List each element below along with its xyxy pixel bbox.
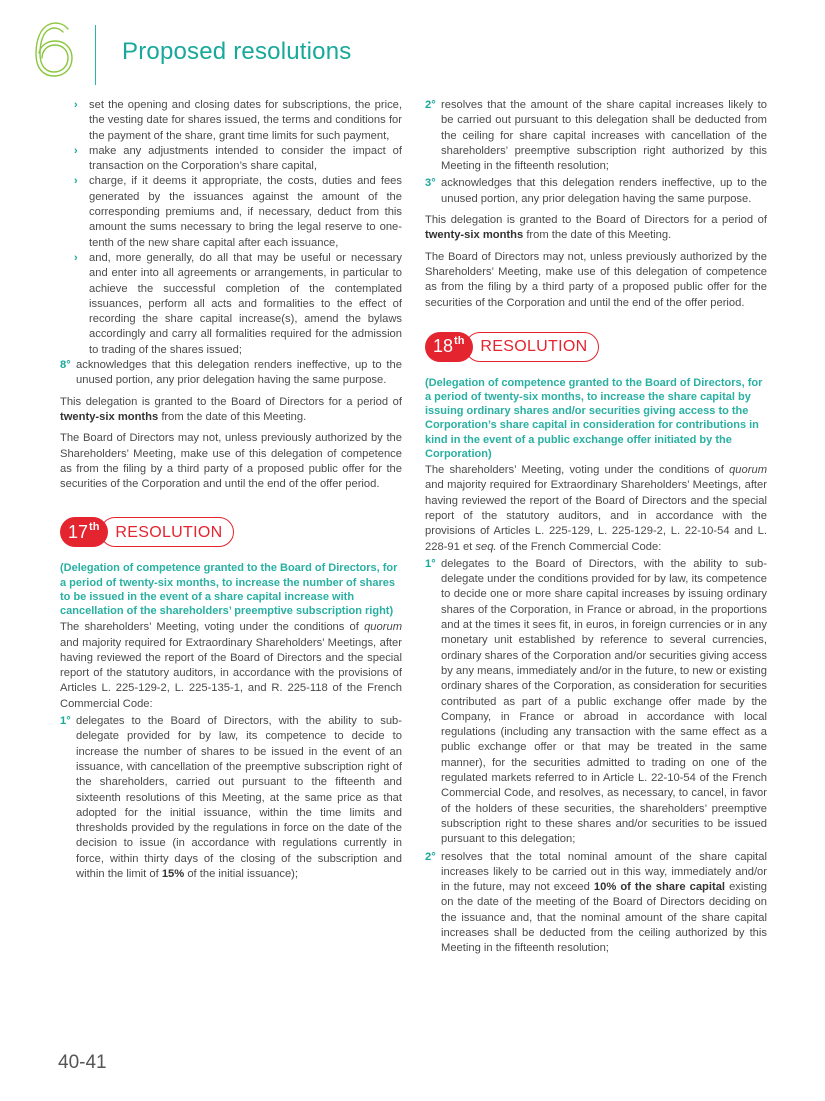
item-text: acknowledges that this delegation renders ineffective, up to the unused portion, any prior delegation having the same purpose. [76, 359, 402, 387]
intro-text: and majority required for Extraordinary Shareholders’ Meetings, after having reviewed the report of the Board of Directors and the special report of the statutory auditors, in accordance with the provisions of Articles L. 225-129-2, L. 225-135-1, and R. 225-118 of the French Commercial Code: [60, 636, 402, 710]
resolution-subtitle: (Delegation of competence granted to the Board of Directors, for a period of twenty-six months, to increase the share capital by issuing ordinary shares and/or securities giving access to the Corporation’s share capital in consideration for contributions in kind in the event of a public exchange offer initiated by the Corporation) [425, 376, 763, 460]
item-bold: 10% of the share capital [593, 881, 726, 894]
numbered-item [60, 714, 402, 882]
board-paragraph: The Board of Directors may not, unless previously authorized by the Shareholders’ Meeting, make use of this delegation of competence as from the filing by a third party of a proposed public offer for the securities of the Corporation and until the end of the offer period. [60, 432, 402, 491]
delegation-duration: twenty-six months [60, 410, 159, 423]
intro-text: The shareholders’ Meeting, voting under the conditions of [60, 621, 359, 634]
delegation-text: from the date of this Meeting. [526, 229, 672, 242]
resolution-suffix: th [454, 335, 465, 348]
item-marker: 1° [425, 557, 436, 570]
right-column [425, 98, 767, 959]
item-text: of the initial issuance); [187, 867, 299, 880]
numbered-item [60, 358, 402, 389]
item-text: existing on the date of the meeting of the Board of Directors deciding on the issuance and, that the nominal amount of the share capital increases shall be deducted from the ceiling authorized by this Meeting in the fifteenth resolution; [441, 881, 768, 955]
numbered-item [425, 557, 767, 848]
item-text: acknowledges that this delegation renders ineffective, up to the unused portion, any prior delegation having the same purpose. [441, 177, 767, 205]
item-marker: 3° [425, 177, 436, 190]
resolution-18-header [425, 329, 767, 365]
resolution-number-badge [425, 332, 473, 362]
numbered-item [425, 98, 767, 174]
item-text: resolves that the amount of the share capital increases likely to be carried out pursuant to this delegation shall be deducted from the ceiling for share capital increases with cancellation of the shareholders’ preemptive subscription right authorized by this Meeting in the fifteenth resolution; [441, 99, 767, 173]
bullet-text: and, more generally, do all that may be useful or necessary and enter into all agreements or arrangements, in particular to achieve the successful completion of the contemplated issuances, perform all acts and formalities to the effect of recording the share capital increase(s), amend the bylaws accordingly and carry all formalities required for the admission to trading of the shares issued; [89, 251, 402, 356]
chapter-number-outline [30, 20, 78, 80]
item-text: delegates to the Board of Directors, with the ability to sub-delegate under the conditions provided for by law, its competence to decide one or more share capital increases by issuing ordinary shares of the Corporation, in France or abroad, in the proportions and at the times it sees fit, in euros, in foreign currencies or in any monetary unit established by reference to several currencies, ordinary shares of the Corporation and/or securities giving access by any means, immediately and/or in the future, to new or existing ordinary shares of the Corporation, as consideration for securities contributed as part of a public exchange offer made by the Company, in France or abroad in accordance with local regulations (including any transaction with the same effect as a public exchange offer or that may be treated in the same manner), for the securities admitted to trading on one of the regulated markets referred to in Article L. 22-10-54 of the French Commercial Code, and resolves, as necessary, to cancel, in favor of the holders of these securities, the shareholders’ preemptive subscription right to these shares and/or securities to be issued pursuant to this delegation; [441, 557, 767, 846]
resolution-label: RESOLUTION [465, 332, 599, 362]
bullet-text: make any adjustments intended to consider the impact of transaction on the Corporation’s share capital, [89, 144, 402, 173]
delegation-text: This delegation is granted to the Board of Directors for a period of [60, 395, 402, 408]
resolution-number: 17 [68, 521, 89, 542]
item-marker: 2° [425, 850, 436, 863]
board-paragraph: The Board of Directors may not, unless previously authorized by the Shareholders’ Meeting, make use of this delegation of competence as from the filing by a third party of a proposed public offer for the securities of the Corporation and until the end of the offer period. [425, 250, 767, 309]
resolution-suffix: th [89, 520, 100, 533]
left-column [60, 98, 402, 884]
header-divider [95, 25, 96, 85]
delegation-text: This delegation is granted to the Board of Directors for a period of [425, 214, 767, 227]
item-marker: 2° [425, 99, 436, 111]
numbered-item [425, 850, 767, 957]
item-marker: 1° [60, 715, 71, 728]
numbered-item [425, 176, 767, 207]
delegation-text: from the date of this Meeting. [161, 410, 307, 423]
page-number: 40-41 [58, 1052, 107, 1073]
chevron-right-icon: › [74, 144, 78, 157]
intro-italic: quorum [729, 464, 768, 477]
list-item [60, 174, 402, 250]
intro-italic: quorum [364, 621, 403, 634]
item-marker: 8° [60, 359, 71, 372]
intro-text: of the French Commercial Code: [499, 540, 662, 553]
resolution-17-header [60, 514, 402, 550]
resolution-number-badge [60, 517, 108, 547]
delegation-paragraph [60, 395, 402, 426]
intro-text: The shareholders’ Meeting, voting under the conditions of [425, 464, 724, 477]
chevron-right-icon: › [74, 175, 78, 188]
item-text: resolves that the total nominal amount of the share capital increases likely to be carried out in this way, immediately and/or in the future, may not exceed [441, 850, 767, 894]
item-bold: 15% [161, 867, 185, 880]
list-item [60, 98, 402, 144]
chevron-right-icon: › [74, 251, 78, 264]
list-item [60, 251, 402, 358]
list-item [60, 144, 402, 175]
chevron-right-icon: › [74, 99, 78, 111]
resolution-label: RESOLUTION [100, 517, 234, 547]
delegation-duration: twenty-six months [425, 229, 524, 242]
resolution-intro [425, 463, 767, 555]
resolution-intro [60, 620, 402, 712]
bullet-text: charge, if it deems it appropriate, the costs, duties and fees generated by the issuances against the amount of the corresponding premiums and, if necessary, deduct from this amount the sums necessary to bring the legal reserve to one-tenth of the new share capital after each issuance, [89, 175, 402, 249]
delegation-paragraph [425, 213, 767, 244]
intro-text: and majority required for Extraordinary Shareholders’ Meetings, after having reviewed the report of the Board of Directors and the special report of the statutory auditors, and in accordance with the provisions of Articles L. 225-129, L. 225-129-2, L. 22-10-54 and L. 228-91 et [425, 479, 767, 553]
resolution-number: 18 [433, 336, 454, 357]
item-text: delegates to the Board of Directors, with the ability to sub-delegate provided for by law, its competence to decide to increase the number of shares to be issued in the event of an issuance, with cancellation of the preemptive subscription right of the shareholders, carried out pursuant to the fifteenth and sixteenth resolutions of this Meeting, at the same price as that adopted for the initial issuance, within the time limits and thresholds provided by the regulations in force on the date of the decision to issue (in accordance with regulations currently in force, within thirty days of the closing of the subscription and within the limit of [76, 715, 402, 880]
chapter-title: Proposed resolutions [122, 38, 352, 65]
resolution-subtitle: (Delegation of competence granted to the Board of Directors, for a period of twenty-six months, to increase the number of shares to be issued in the event of a share capital increase with cancellation of the shareholders’ preemptive subscription right) [60, 562, 398, 618]
bullet-text: set the opening and closing dates for subscriptions, the price, the vesting date for shares issued, the terms and conditions for the payment of the share, grant time limits for such payment, [89, 99, 402, 142]
intro-italic: seq. [475, 540, 497, 553]
